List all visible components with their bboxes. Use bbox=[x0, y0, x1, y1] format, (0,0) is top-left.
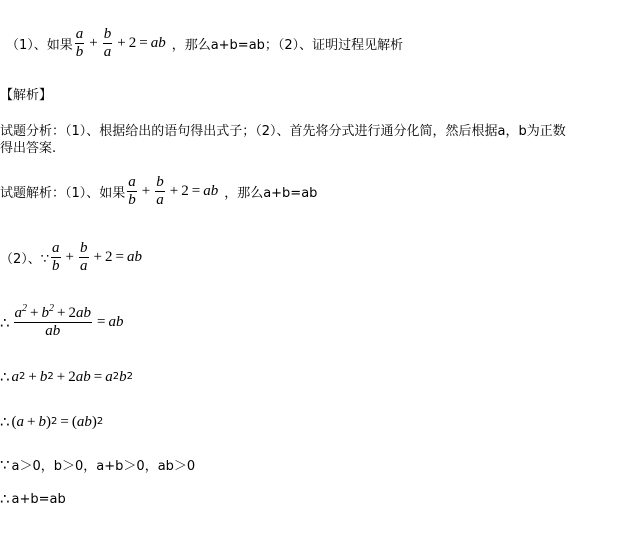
answer-line: （1）、如果 $\frac{a}{b}$ + $\frac{b}{a}$ + 2 = ab ，那么a+b=ab；（2）、证明过程见解析 bbox=[6, 26, 404, 60]
analysis-text-1: 试题分析：（1）、根据给出的语句得出式子；（2）、首先将分式进行通分化简，然后根据a，b为正数 bbox=[0, 124, 566, 139]
analysis-text-2: 得出答案. bbox=[0, 141, 57, 156]
solution-part1: 试题解析：（1）、如果 $\frac{a}{b}$ + $\frac{b}{a}$ + 2 = ab ，那么a+b=ab bbox=[0, 174, 318, 208]
fraction-b-over-a: $\frac{b}{a}$ bbox=[80, 240, 88, 274]
step-conditions: ∵ a＞0，b＞0，a+b＞0，ab＞0 bbox=[0, 455, 196, 474]
fraction-sum-over-ab: $\frac{a^2 + b^2 + 2ab}{ab}$ bbox=[14, 303, 91, 339]
fraction-a-over-b: $\frac{a}{b}$ bbox=[52, 240, 60, 274]
solution-part2: （2）、∵ $\frac{a}{b}$ + $\frac{b}{a}$ + 2 = ab bbox=[0, 240, 142, 274]
step-square: ∴ ( a + b ) 2 = ( ab ) 2 bbox=[0, 413, 104, 431]
analysis-heading: 【解析】 bbox=[0, 88, 53, 103]
answer-prefix: （1）、如果 bbox=[6, 38, 73, 53]
fraction-a-over-b: $\frac{a}{b}$ bbox=[75, 26, 84, 60]
step-expand: ∴ a 2 + b 2 + 2 ab = a 2 b 2 bbox=[0, 368, 133, 386]
step-conclusion: ∴ a+b=ab bbox=[0, 490, 66, 508]
fraction-b-over-a: $\frac{b}{a}$ bbox=[156, 174, 164, 208]
step-fraction: ∴ $\frac{a^2 + b^2 + 2ab}{ab}$ = ab bbox=[0, 303, 124, 339]
answer-suffix: ，那么a+b=ab；（2）、证明过程见解析 bbox=[171, 38, 404, 53]
fraction-b-over-a: $\frac{b}{a}$ bbox=[103, 26, 112, 60]
fraction-a-over-b: $\frac{a}{b}$ bbox=[128, 174, 136, 208]
